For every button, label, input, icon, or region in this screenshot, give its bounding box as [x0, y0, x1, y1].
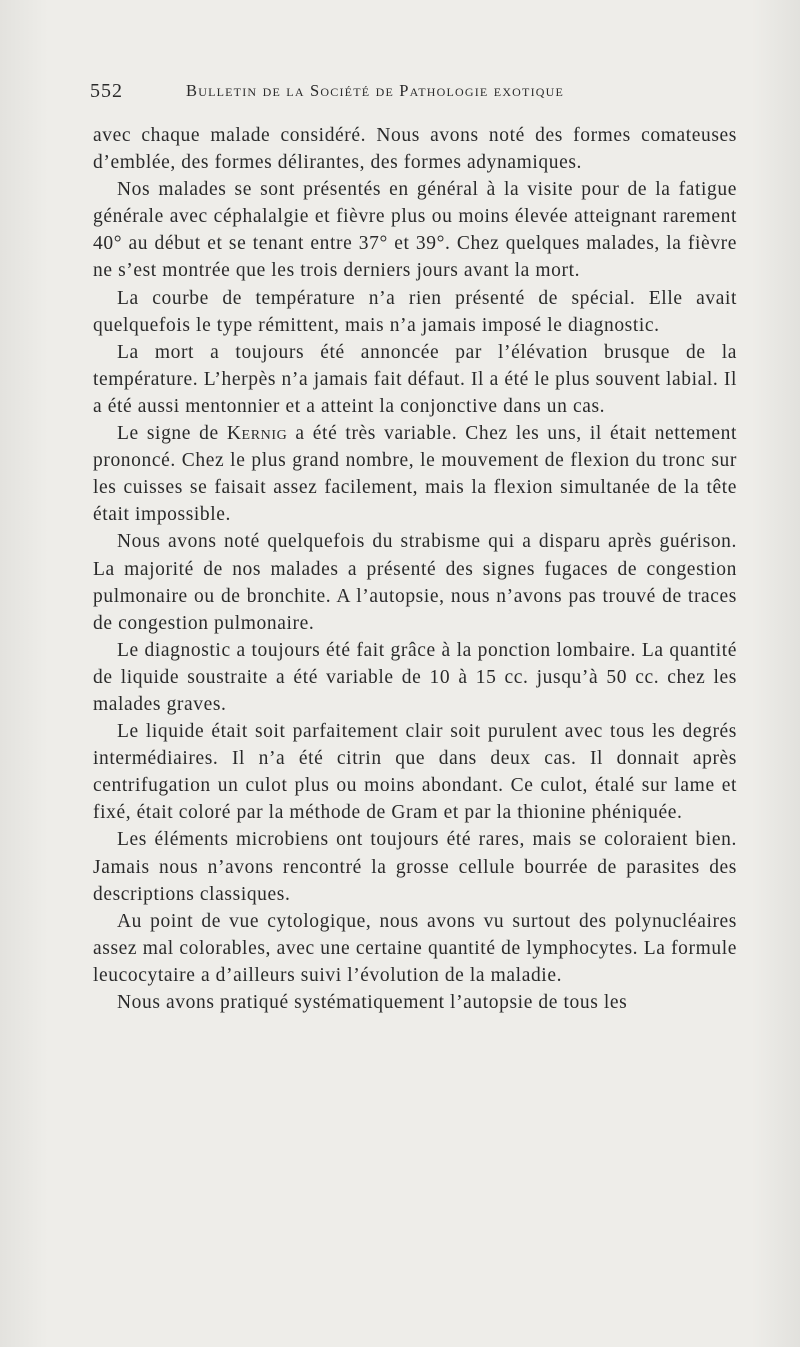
- paragraph: [93, 420, 737, 528]
- text-run: a été très variable. Chez les uns, il était nettement prononcé. Chez le plus grand nombre, le mouvement de flexion du tronc sur les cuisses se faisait assez facilement, mais la flexion simultanée de la tête était impossible.: [93, 423, 737, 526]
- article-body: [93, 122, 737, 1016]
- paragraph: Les éléments microbiens ont toujours été rares, mais se coloraient bien. Jamais nous n’avons rencontré la grosse cellule bourrée de parasites des descriptions classiques.: [93, 829, 737, 905]
- paragraph: avec chaque malade considéré. Nous avons noté des formes comateuses d’emblée, des formes délirantes, des formes adynamiques.: [93, 125, 737, 174]
- text-run: Le signe de: [117, 423, 227, 445]
- paragraph: Nos malades se sont présentés en général à la visite pour de la fatigue générale avec céphalalgie et fièvre plus ou moins élevée atteignant rarement 40° au début et se tenant entre 37° et 39°. Chez quelques malades, la fièvre ne s’est montrée que les trois derniers jours avant la mort.: [93, 179, 737, 282]
- paragraph: Au point de vue cytologique, nous avons vu surtout des polynucléaires assez mal colorables, avec une certaine quantité de lymphocytes. La formule leucocytaire a d’ailleurs suivi l’évolution de la maladie.: [93, 910, 737, 986]
- paragraph: Nous avons noté quelquefois du strabisme qui a disparu après guérison. La majorité de nos malades a présenté des signes fugaces de congestion pulmonaire ou de bronchite. A l’autopsie, nous n’avons pas trouvé de traces de congestion pulmonaire.: [93, 531, 737, 634]
- author-name: Kernig: [226, 423, 288, 445]
- journal-title: Bulletin de la Société de Pathologie exotique: [186, 81, 565, 100]
- paragraph: Nous avons pratiqué systématiquement l’autopsie de tous les: [117, 992, 628, 1013]
- paragraph: La mort a toujours été annoncée par l’élévation brusque de la température. L’herpès n’a jamais fait défaut. Il a été le plus souvent labial. Il a été aussi mentonnier et a atteint la conjonctive dans un cas.: [93, 341, 737, 417]
- page-number: 552: [90, 80, 123, 102]
- paragraph: Le liquide était soit parfaitement clair soit purulent avec tous les degrés intermédiaires. Il n’a été citrin que dans deux cas. Il donnait après centrifugation un culot plus ou moins abondant. Ce culot, étalé sur lame et fixé, était coloré par la méthode de Gram et par la thionine phéniquée.: [93, 721, 737, 824]
- paragraph: Le diagnostic a toujours été fait grâce à la ponction lombaire. La quantité de liquide soustraite a été variable de 10 à 15 cc. jusqu’à 50 cc. chez les malades graves.: [93, 639, 737, 715]
- paragraph: La courbe de température n’a rien présenté de spécial. Elle avait quelquefois le type rémittent, mais n’a jamais imposé le diagnostic.: [93, 287, 737, 336]
- running-head: [90, 80, 736, 104]
